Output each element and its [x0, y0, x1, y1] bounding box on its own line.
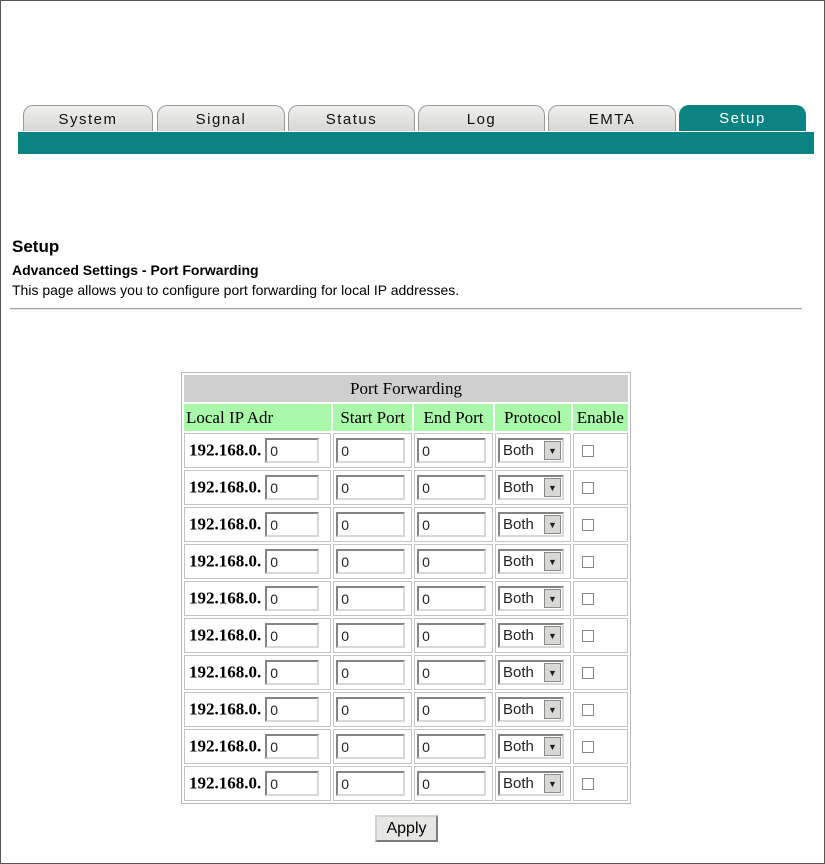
- start-port-cell: [333, 618, 412, 653]
- protocol-value: Both: [502, 442, 534, 459]
- enable-cell: [573, 581, 628, 616]
- local-ip-cell: [184, 729, 331, 764]
- local-ip-input[interactable]: [265, 623, 319, 648]
- enable-checkbox[interactable]: [582, 667, 594, 679]
- protocol-value: Both: [502, 553, 534, 570]
- tab-log[interactable]: Log: [418, 105, 545, 131]
- chevron-down-icon[interactable]: ▼: [544, 700, 561, 719]
- tab-signal[interactable]: Signal: [157, 105, 285, 131]
- nav-bar: [18, 132, 814, 154]
- end-port-cell: [414, 470, 493, 505]
- local-ip-input[interactable]: [265, 771, 319, 796]
- header-local-ip: Local IP Adr: [184, 404, 331, 431]
- page-subtitle: Advanced Settings - Port Forwarding: [12, 262, 259, 278]
- end-port-cell: [414, 766, 493, 801]
- table-row: [184, 655, 628, 690]
- end-port-input[interactable]: [417, 549, 486, 574]
- ip-prefix: 192.168.0.: [189, 773, 262, 793]
- chevron-down-icon[interactable]: ▼: [544, 478, 561, 497]
- table-row: [184, 470, 628, 505]
- local-ip-input[interactable]: [265, 660, 319, 685]
- protocol-cell: [495, 729, 571, 764]
- protocol-cell: [495, 507, 571, 542]
- enable-cell: [573, 470, 628, 505]
- start-port-cell: [333, 729, 412, 764]
- chevron-down-icon[interactable]: ▼: [544, 626, 561, 645]
- chevron-down-icon[interactable]: ▼: [544, 663, 561, 682]
- local-ip-cell: [184, 544, 331, 579]
- ip-prefix: 192.168.0.: [189, 699, 262, 719]
- end-port-input[interactable]: [417, 586, 486, 611]
- enable-checkbox[interactable]: [582, 556, 594, 568]
- tab-system[interactable]: System: [23, 105, 153, 131]
- start-port-input[interactable]: [336, 438, 405, 463]
- protocol-select[interactable]: [498, 734, 564, 759]
- table-title: Port Forwarding: [184, 375, 628, 402]
- end-port-input[interactable]: [417, 734, 486, 759]
- ip-prefix: 192.168.0.: [189, 625, 262, 645]
- table-row: [184, 618, 628, 653]
- protocol-value: Both: [502, 664, 534, 681]
- enable-checkbox[interactable]: [582, 445, 594, 457]
- start-port-cell: [333, 433, 412, 468]
- header-start-port: Start Port: [333, 404, 412, 431]
- table-row: [184, 729, 628, 764]
- enable-cell: [573, 433, 628, 468]
- tab-setup[interactable]: Setup: [679, 105, 806, 131]
- enable-cell: [573, 655, 628, 690]
- start-port-input[interactable]: [336, 660, 405, 685]
- protocol-select[interactable]: [498, 623, 564, 648]
- protocol-select[interactable]: [498, 512, 564, 537]
- protocol-cell: [495, 692, 571, 727]
- table-row: [184, 507, 628, 542]
- enable-cell: [573, 692, 628, 727]
- start-port-cell: [333, 655, 412, 690]
- protocol-cell: [495, 544, 571, 579]
- local-ip-input[interactable]: [265, 438, 319, 463]
- tab-status[interactable]: Status: [288, 105, 415, 131]
- chevron-down-icon[interactable]: ▼: [544, 589, 561, 608]
- start-port-cell: [333, 692, 412, 727]
- end-port-cell: [414, 581, 493, 616]
- enable-cell: [573, 544, 628, 579]
- protocol-value: Both: [502, 775, 534, 792]
- protocol-select[interactable]: [498, 586, 564, 611]
- protocol-value: Both: [502, 738, 534, 755]
- ip-prefix: 192.168.0.: [189, 514, 262, 534]
- table-row: [184, 433, 628, 468]
- end-port-input[interactable]: [417, 438, 486, 463]
- enable-cell: [573, 618, 628, 653]
- local-ip-input[interactable]: [265, 512, 319, 537]
- protocol-value: Both: [502, 516, 534, 533]
- table-row: [184, 544, 628, 579]
- start-port-input[interactable]: [336, 771, 405, 796]
- local-ip-input[interactable]: [265, 549, 319, 574]
- chevron-down-icon[interactable]: ▼: [544, 515, 561, 534]
- end-port-cell: [414, 692, 493, 727]
- end-port-cell: [414, 618, 493, 653]
- start-port-input[interactable]: [336, 549, 405, 574]
- end-port-cell: [414, 507, 493, 542]
- start-port-cell: [333, 581, 412, 616]
- header-enable: Enable: [573, 404, 628, 431]
- end-port-input[interactable]: [417, 475, 486, 500]
- local-ip-cell: [184, 470, 331, 505]
- start-port-input[interactable]: [336, 512, 405, 537]
- protocol-cell: [495, 470, 571, 505]
- protocol-select[interactable]: [498, 475, 564, 500]
- ip-prefix: 192.168.0.: [189, 477, 262, 497]
- start-port-cell: [333, 544, 412, 579]
- ip-prefix: 192.168.0.: [189, 551, 262, 571]
- protocol-value: Both: [502, 479, 534, 496]
- protocol-cell: [495, 655, 571, 690]
- table-row: [184, 766, 628, 801]
- enable-cell: [573, 729, 628, 764]
- port-forwarding-table: [181, 372, 631, 804]
- protocol-select[interactable]: [498, 549, 564, 574]
- table-row: [184, 692, 628, 727]
- divider: [10, 308, 802, 310]
- end-port-input[interactable]: [417, 512, 486, 537]
- local-ip-cell: [184, 433, 331, 468]
- enable-cell: [573, 766, 628, 801]
- enable-checkbox[interactable]: [582, 741, 594, 753]
- local-ip-cell: [184, 766, 331, 801]
- chevron-down-icon[interactable]: ▼: [544, 737, 561, 756]
- header-end-port: End Port: [414, 404, 493, 431]
- main-nav-tabs: [23, 105, 809, 133]
- protocol-select[interactable]: [498, 771, 564, 796]
- enable-checkbox[interactable]: [582, 778, 594, 790]
- ip-prefix: 192.168.0.: [189, 662, 262, 682]
- end-port-cell: [414, 729, 493, 764]
- local-ip-cell: [184, 581, 331, 616]
- ip-prefix: 192.168.0.: [189, 588, 262, 608]
- end-port-cell: [414, 433, 493, 468]
- protocol-cell: [495, 618, 571, 653]
- header-protocol: Protocol: [495, 404, 571, 431]
- protocol-value: Both: [502, 701, 534, 718]
- protocol-select[interactable]: [498, 697, 564, 722]
- start-port-cell: [333, 507, 412, 542]
- end-port-cell: [414, 544, 493, 579]
- local-ip-cell: [184, 507, 331, 542]
- apply-button[interactable]: Apply: [375, 815, 438, 842]
- enable-checkbox[interactable]: [582, 593, 594, 605]
- protocol-cell: [495, 766, 571, 801]
- start-port-cell: [333, 766, 412, 801]
- protocol-select[interactable]: [498, 660, 564, 685]
- table-row: [184, 581, 628, 616]
- local-ip-input[interactable]: [265, 586, 319, 611]
- local-ip-cell: [184, 655, 331, 690]
- protocol-cell: [495, 433, 571, 468]
- chevron-down-icon[interactable]: ▼: [544, 552, 561, 571]
- enable-checkbox[interactable]: [582, 630, 594, 642]
- local-ip-input[interactable]: [265, 734, 319, 759]
- enable-cell: [573, 507, 628, 542]
- protocol-value: Both: [502, 627, 534, 644]
- start-port-input[interactable]: [336, 623, 405, 648]
- end-port-input[interactable]: [417, 771, 486, 796]
- start-port-input[interactable]: [336, 586, 405, 611]
- local-ip-input[interactable]: [265, 475, 319, 500]
- tab-emta[interactable]: EMTA: [548, 105, 676, 131]
- chevron-down-icon[interactable]: ▼: [544, 441, 561, 460]
- enable-checkbox[interactable]: [582, 704, 594, 716]
- local-ip-cell: [184, 618, 331, 653]
- page-description: This page allows you to configure port forwarding for local IP addresses.: [12, 282, 460, 298]
- enable-checkbox[interactable]: [582, 519, 594, 531]
- start-port-cell: [333, 470, 412, 505]
- ip-prefix: 192.168.0.: [189, 736, 262, 756]
- local-ip-input[interactable]: [265, 697, 319, 722]
- end-port-input[interactable]: [417, 623, 486, 648]
- end-port-input[interactable]: [417, 697, 486, 722]
- chevron-down-icon[interactable]: ▼: [544, 774, 561, 793]
- ip-prefix: 192.168.0.: [189, 440, 262, 460]
- enable-checkbox[interactable]: [582, 482, 594, 494]
- page-title: Setup: [12, 237, 60, 256]
- start-port-input[interactable]: [336, 734, 405, 759]
- protocol-cell: [495, 581, 571, 616]
- end-port-input[interactable]: [417, 660, 486, 685]
- protocol-select[interactable]: [498, 438, 564, 463]
- protocol-value: Both: [502, 590, 534, 607]
- start-port-input[interactable]: [336, 697, 405, 722]
- local-ip-cell: [184, 692, 331, 727]
- end-port-cell: [414, 655, 493, 690]
- start-port-input[interactable]: [336, 475, 405, 500]
